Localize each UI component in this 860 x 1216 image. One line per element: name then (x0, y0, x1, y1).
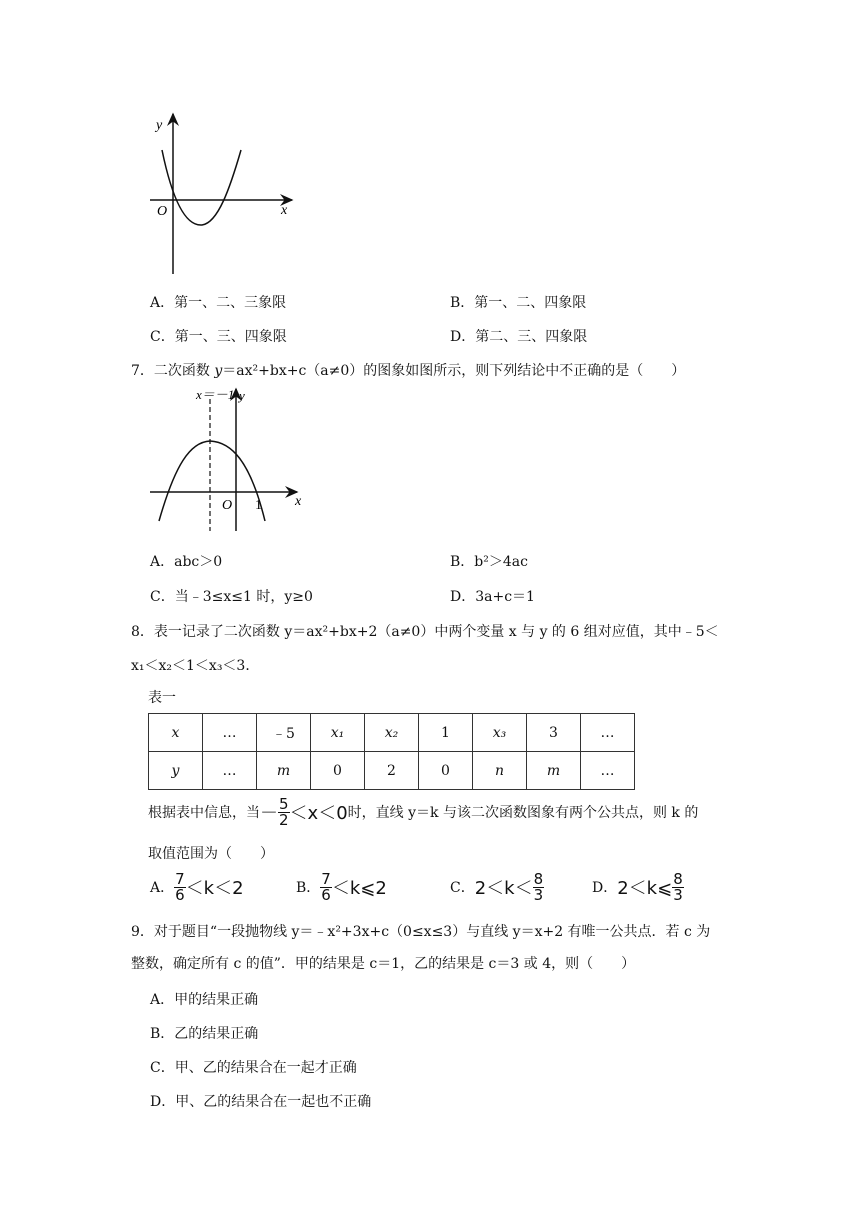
option-fraction (533, 872, 545, 902)
table-cell: … (203, 714, 257, 752)
table-row (149, 714, 635, 752)
q8-condition-sign: － (260, 803, 278, 824)
fraction-denominator: 3 (673, 886, 683, 904)
q6-option-a[interactable]: A．第一、二、三象限 (150, 295, 287, 311)
q9-stem-line2: 整数，确定所有 c 的值”．甲的结果是 c＝1，乙的结果是 c＝3 或 4，则（ ） (131, 956, 636, 972)
x-axis-label: x (295, 494, 302, 509)
q8-condition-line1 (148, 797, 698, 827)
q7-stem-func-rest: ＝ax²+bx+c（a≠0） (222, 363, 364, 379)
q8-condition-mid: 时，直线 y＝k 与该二次函数图象有两个公共点，则 k 的 (347, 805, 699, 821)
parabola-curve (162, 150, 241, 225)
q7-option-c[interactable]: C．当﹣3≤x≤1 时，y≥0 (150, 589, 313, 605)
symmetry-axis-label: x＝－1 (196, 387, 235, 402)
table-row (149, 752, 635, 790)
fraction-denominator: 2 (279, 811, 289, 829)
q9-stem-line1: 9．对于题目“一段抛物线 y＝﹣x²+3x+c（0≤x≤3）与直线 y＝x+2 有唯一公共点．若 c 为 (131, 924, 711, 940)
table-cell: 0 (311, 752, 365, 790)
table-cell: 1 (419, 714, 473, 752)
option-fraction (174, 872, 186, 902)
option-fraction (672, 872, 684, 902)
q7-stem (131, 360, 685, 380)
fraction-denominator: 6 (321, 886, 331, 904)
q8-condition-range: ＜x＜0 (289, 803, 348, 824)
table-cell: x₃ (473, 714, 527, 752)
q6-parabola-graph (140, 108, 310, 280)
q7-option-a[interactable]: A．abc＞0 (150, 554, 223, 570)
origin-label: O (157, 204, 168, 219)
q8-option-a[interactable] (150, 872, 244, 902)
table-cell: x₁ (311, 714, 365, 752)
origin-label: O (222, 498, 233, 513)
fraction-numerator: 5 (279, 795, 289, 813)
q8-table-title: 表一 (148, 690, 176, 706)
option-range: ＜k⩽2 (331, 878, 387, 899)
option-range: 2＜k⩽ (617, 878, 673, 899)
fraction-denominator: 3 (533, 886, 544, 904)
q9-option-a[interactable]: A．甲的结果正确 (150, 992, 259, 1008)
parabola-curve (159, 441, 265, 521)
table-cell: … (581, 752, 635, 790)
x-axis-label: x (281, 203, 288, 218)
q8-condition-line2: 取值范围为（ ） (148, 846, 274, 862)
table-cell: … (581, 714, 635, 752)
tick-label-one: 1 (255, 498, 262, 513)
option-label: D． (592, 880, 618, 896)
q8-stem-line2: x₁＜x₂＜1＜x₃＜3． (131, 658, 260, 674)
q7-option-b[interactable]: B．b²＞4ac (450, 554, 528, 570)
table-cell: 0 (419, 752, 473, 790)
q8-option-b[interactable] (296, 872, 387, 902)
fraction-numerator: 7 (175, 870, 185, 888)
table-cell: y (149, 752, 203, 790)
option-range: 2＜k＜ (474, 878, 533, 899)
option-label: C． (450, 880, 475, 896)
q9-option-c[interactable]: C．甲、乙的结果合在一起才正确 (150, 1060, 357, 1076)
q7-stem-suffix: 的图象如图所示，则下列结论中不正确的是（ ） (363, 363, 686, 379)
option-range: ＜k＜2 (185, 878, 244, 899)
q8-condition-prefix: 根据表中信息，当 (148, 805, 260, 821)
q9-option-b[interactable]: B．乙的结果正确 (150, 1026, 259, 1042)
y-axis-label: y (239, 388, 245, 403)
q8-stem-line1: 8．表一记录了二次函数 y＝ax²+bx+2（a≠0）中两个变量 x 与 y 的 6 组对应值，其中﹣5＜ (131, 624, 719, 640)
table-cell: x (149, 714, 203, 752)
q8-value-table (148, 713, 635, 790)
table-cell: 3 (527, 714, 581, 752)
q6-option-b[interactable]: B．第一、二、四象限 (450, 295, 587, 311)
fraction-numerator: 8 (533, 870, 544, 888)
table-cell: ﹣5 (257, 714, 311, 752)
table-cell: m (527, 752, 581, 790)
option-fraction (320, 872, 332, 902)
q7-option-d[interactable]: D．3a+c＝1 (450, 589, 535, 605)
fraction-numerator: 7 (321, 870, 331, 888)
q6-option-d[interactable]: D．第二、三、四象限 (450, 329, 588, 345)
table-cell: m (257, 752, 311, 790)
table-cell: n (473, 752, 527, 790)
q9-option-d[interactable]: D．甲、乙的结果合在一起也不正确 (150, 1094, 372, 1110)
q7-stem-func-y: y (214, 363, 223, 379)
q7-parabola-graph (145, 385, 310, 533)
table-cell: x₂ (365, 714, 419, 752)
fraction-denominator: 6 (175, 886, 185, 904)
fraction-numerator: 8 (673, 870, 683, 888)
q8-option-c[interactable] (450, 872, 544, 902)
y-axis-label: y (156, 118, 163, 133)
q8-condition-fraction (278, 797, 290, 827)
option-label: A． (150, 880, 175, 896)
q8-option-d[interactable] (592, 872, 684, 902)
q6-option-c[interactable]: C．第一、三、四象限 (150, 329, 287, 345)
q7-stem-prefix: 7．二次函数 (131, 363, 215, 379)
table-cell: 2 (365, 752, 419, 790)
table-cell: … (203, 752, 257, 790)
option-label: B． (296, 880, 321, 896)
